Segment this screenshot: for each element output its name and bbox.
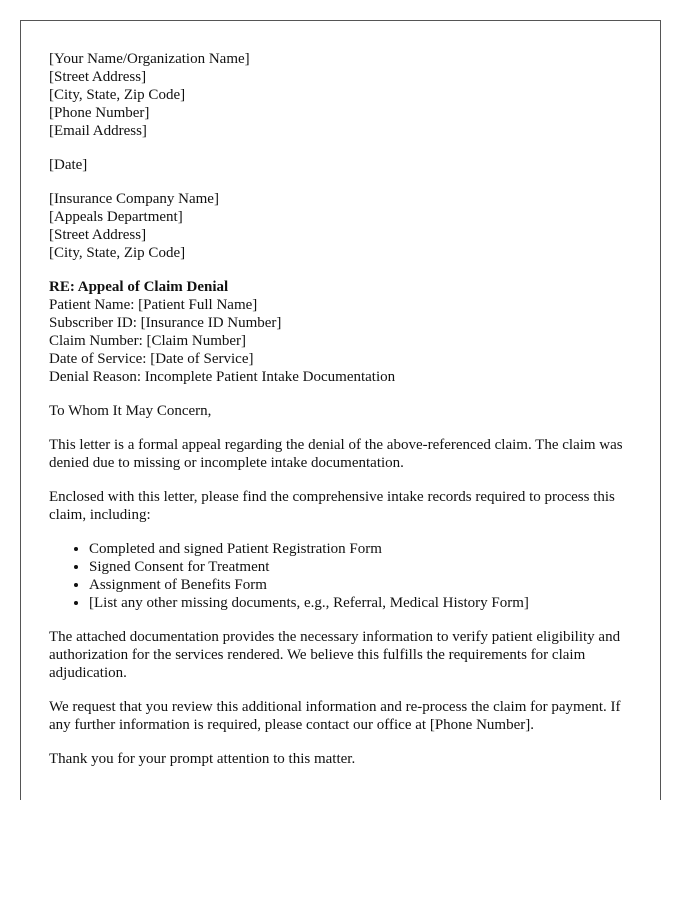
recipient-company: [Insurance Company Name] (49, 191, 219, 207)
paragraph-appeal-intro: This letter is a formal appeal regarding the denial of the above-referenced claim. The claim was denied due to missing or incomplete intake documentation. (49, 437, 623, 471)
recipient-department: [Appeals Department] (49, 209, 183, 225)
list-item: • Signed Consent for Treatment (89, 558, 632, 576)
reference-block (49, 278, 632, 386)
sender-address-block (49, 50, 632, 140)
paragraph-request: We request that you review this additional information and re-process the claim for payment. If any further information is required, please contact our office at [Phone Number]. (49, 699, 621, 733)
recipient-street: [Street Address] (49, 227, 147, 243)
patient-name-line: Patient Name: [Patient Full Name] (49, 297, 258, 313)
sender-street: [Street Address] (49, 69, 147, 85)
recipient-address-block (49, 190, 632, 262)
claim-number-line: Claim Number: [Claim Number] (49, 333, 247, 349)
sender-phone: [Phone Number] (49, 105, 150, 121)
sender-name: [Your Name/Organization Name] (49, 51, 250, 67)
list-item: • [List any other missing documents, e.g., Referral, Medical History Form] (89, 594, 632, 612)
salutation: To Whom It May Concern, (49, 403, 212, 419)
date-of-service-line: Date of Service: [Date of Service] (49, 351, 254, 367)
paragraph-enclosures-intro: Enclosed with this letter, please find the comprehensive intake records required to process this claim, including: (49, 489, 615, 523)
subject-line: RE: Appeal of Claim Denial (49, 279, 229, 295)
sender-email: [Email Address] (49, 123, 147, 139)
enclosure-list (49, 540, 632, 612)
list-item: • Completed and signed Patient Registration Form (89, 540, 632, 558)
list-item: • Assignment of Benefits Form (89, 576, 632, 594)
appeal-letter (20, 20, 661, 800)
paragraph-documentation: The attached documentation provides the necessary information to verify patient eligibility and authorization for the services rendered. We believe this fulfills the requirements for claim adjudication. (49, 629, 621, 681)
recipient-city-state-zip: [City, State, Zip Code] (49, 245, 186, 261)
date-text: [Date] (49, 157, 88, 173)
paragraph-closing: Thank you for your prompt attention to this matter. (49, 751, 356, 767)
subscriber-id-line: Subscriber ID: [Insurance ID Number] (49, 315, 282, 331)
denial-reason-line: Denial Reason: Incomplete Patient Intake Documentation (49, 369, 396, 385)
letter-date (49, 156, 632, 174)
sender-city-state-zip: [City, State, Zip Code] (49, 87, 186, 103)
